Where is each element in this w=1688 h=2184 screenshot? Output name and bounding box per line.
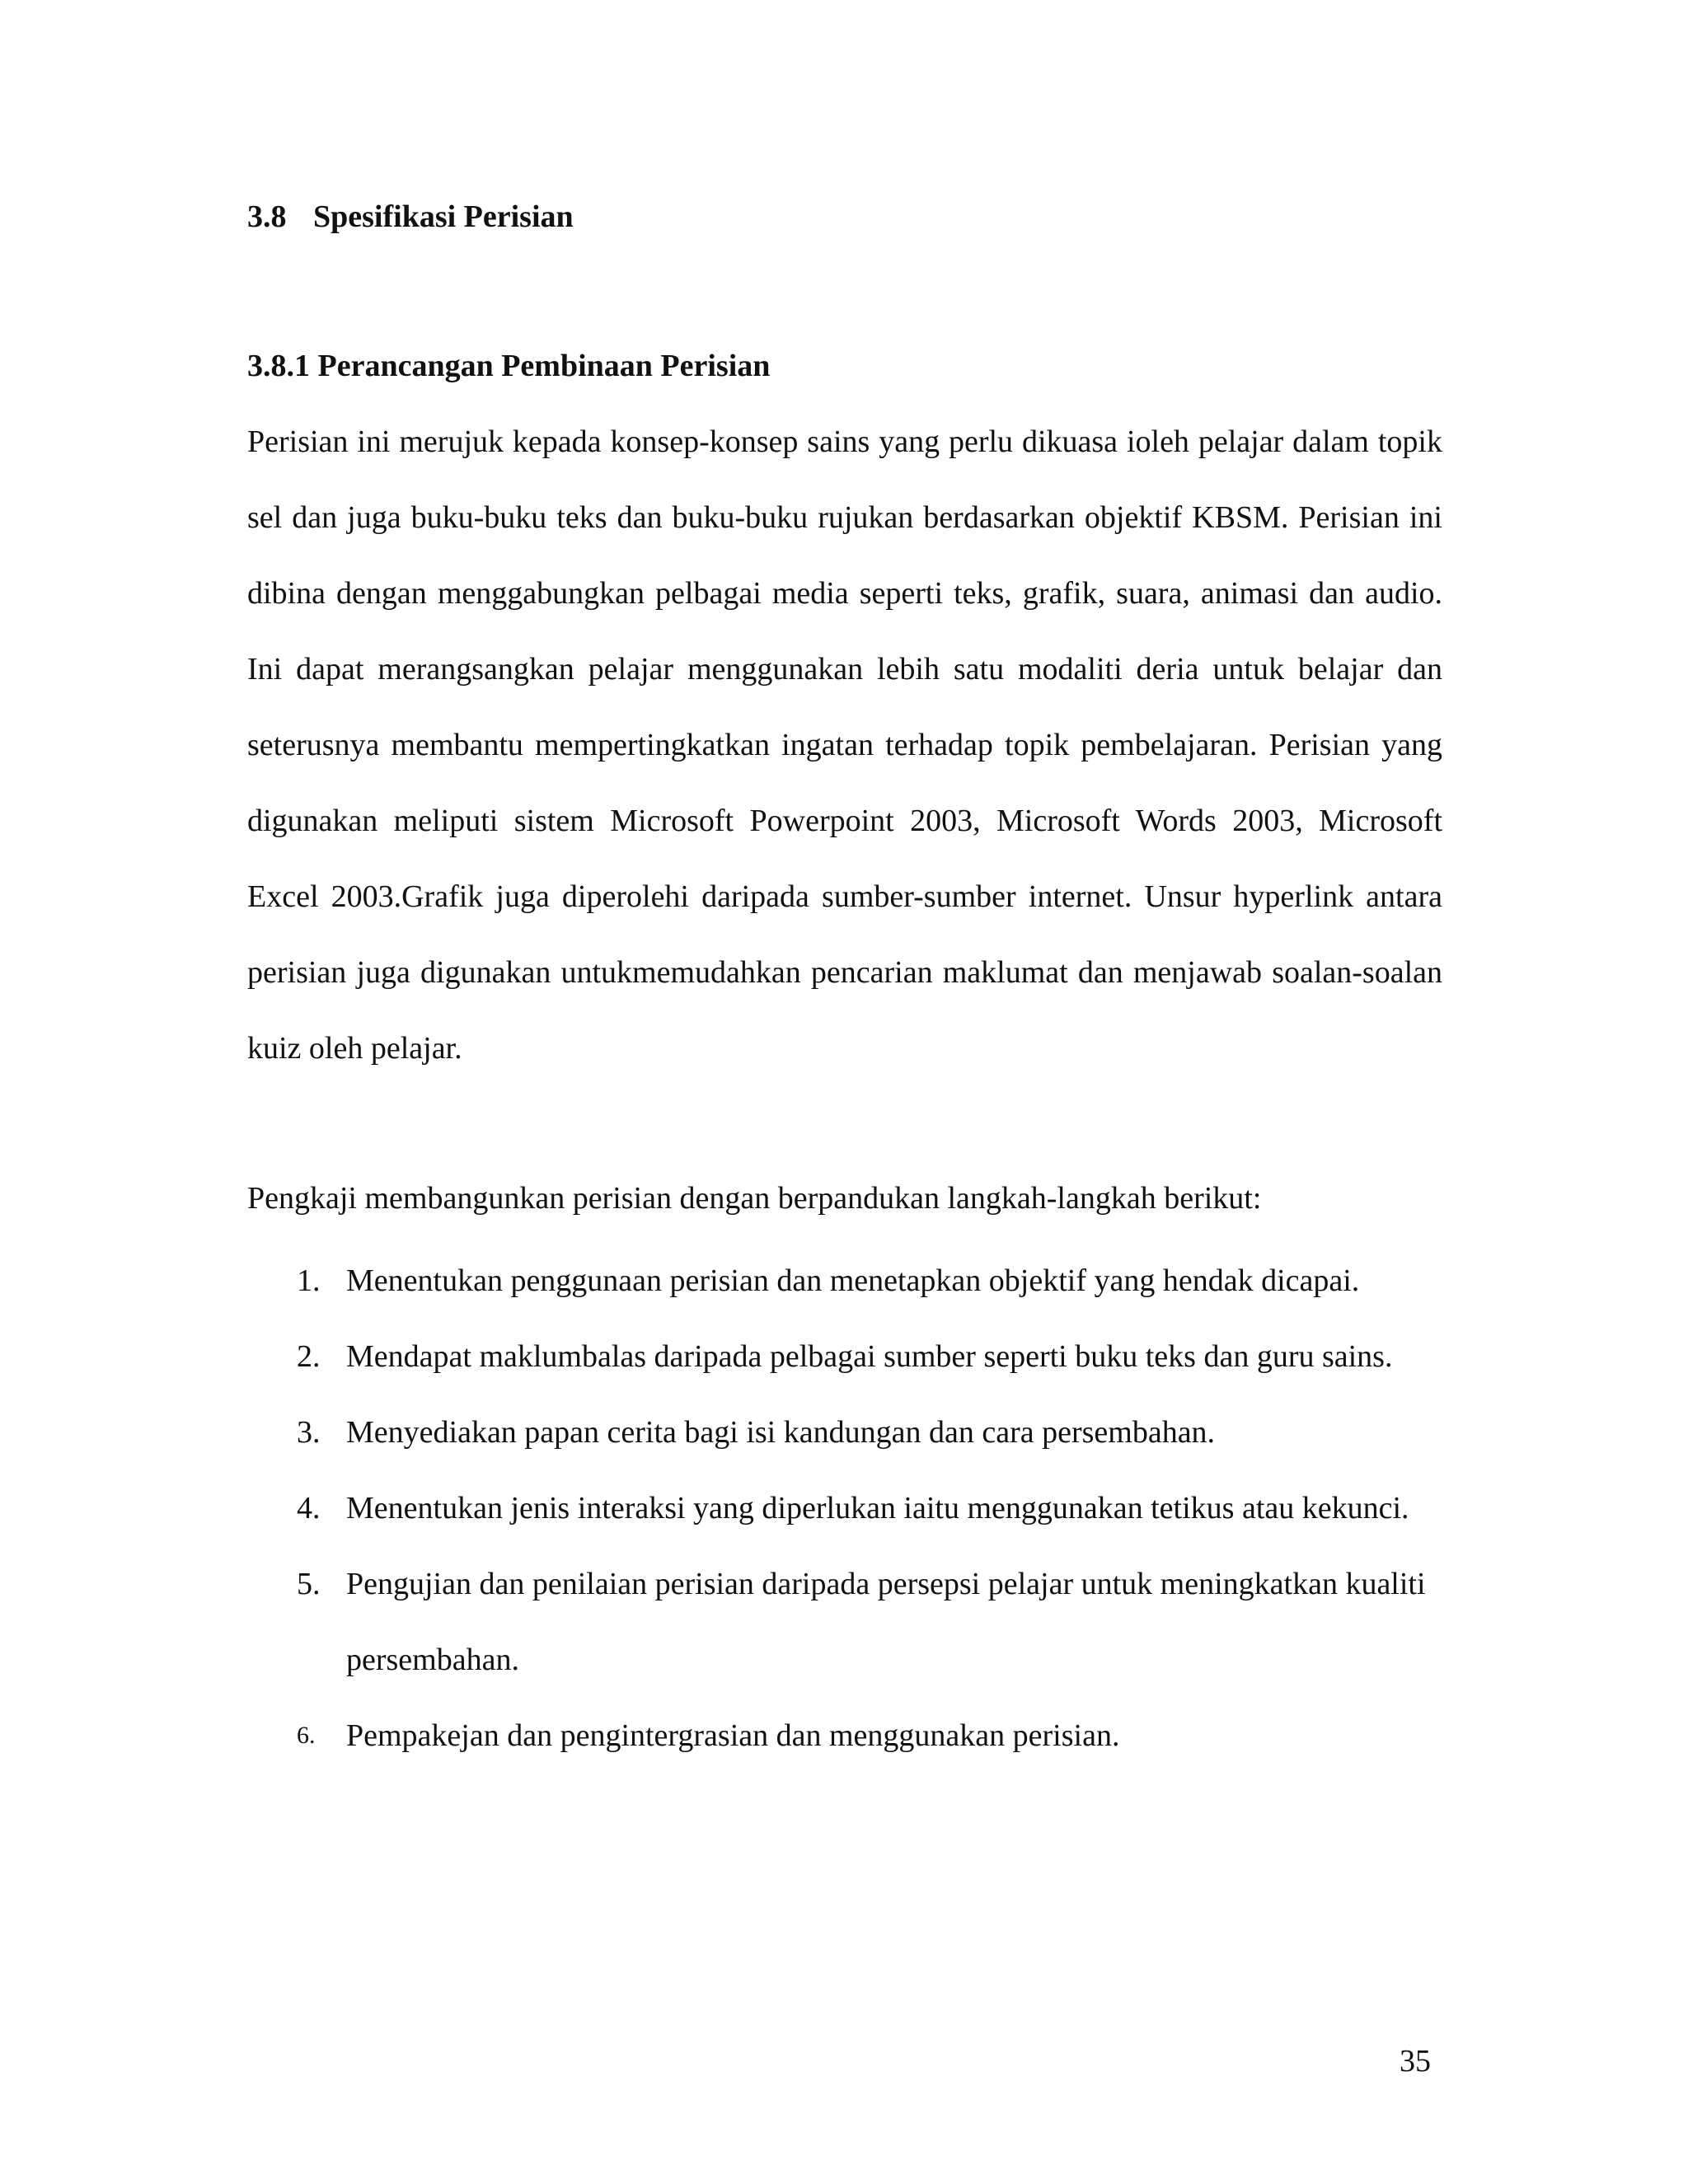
list-item-text: Pengujian dan penilaian perisian daripada persepsi pelajar untuk meningkatkan kualiti persembahan. [346,1567,1426,1677]
list-item [247,1319,1442,1394]
list-marker: 1. [297,1263,321,1298]
list-item-text: Pempakejan dan pengintergrasian dan menggunakan perisian. [346,1718,1120,1753]
list-item [247,1243,1442,1319]
list-marker: 2. [297,1339,321,1374]
list-item-text: Mendapat maklumbalas daripada pelbagai sumber seperti buku teks dan guru sains. [346,1339,1393,1374]
section-number: 3.8 [247,199,287,234]
subsection-heading: 3.8.1 Perancangan Pembinaan Perisian [247,349,771,383]
list-item-text: Menentukan jenis interaksi yang diperlukan iaitu menggunakan tetikus atau kekunci. [346,1491,1409,1526]
section-title: Spesifikasi Perisian [313,199,574,234]
body-paragraph: Perisian ini merujuk kepada konsep-konsep sains yang perlu dikuasa ioleh pelajar dalam topik sel dan juga buku-buku teks dan buku-buku rujukan berdasarkan objektif KBSM. Perisian ini dibina dengan menggabungkan pelbagai media seperti teks, grafik, suara, animasi dan audio. Ini dapat merangsangkan pelajar menggunakan lebih satu modaliti deria untuk belajar dan seterusnya membantu mempertingkatkan ingatan terhadap topik pembelajaran. Perisian yang digunakan meliputi sistem Microsoft Powerpoint 2003, Microsoft Words 2003, Microsoft Excel 2003.Grafik juga diperolehi daripada sumber-sumber internet. Unsur hyperlink antara perisian juga digunakan untukmemudahkan pencarian maklumat dan menjawab soalan-soalan kuiz oleh pelajar. [247,424,1442,1066]
list-item-text: Menentukan penggunaan perisian dan menetapkan objektif yang hendak dicapai. [346,1263,1360,1298]
page-number: 35 [1400,2044,1431,2079]
list-marker: 6. [297,1722,316,1749]
list-item [247,1546,1442,1698]
list-item [247,1698,1442,1774]
list-item [247,1470,1442,1546]
list-marker: 4. [297,1491,321,1526]
steps-intro: Pengkaji membangunkan perisian dengan berpandukan langkah-langkah berikut: [247,1181,1262,1216]
section-heading [247,198,574,236]
list-item [247,1394,1442,1470]
list-marker: 5. [297,1567,321,1601]
list-marker: 3. [297,1415,321,1450]
steps-list [247,1243,1442,1774]
list-item-text: Menyediakan papan cerita bagi isi kandungan dan cara persembahan. [346,1415,1216,1450]
